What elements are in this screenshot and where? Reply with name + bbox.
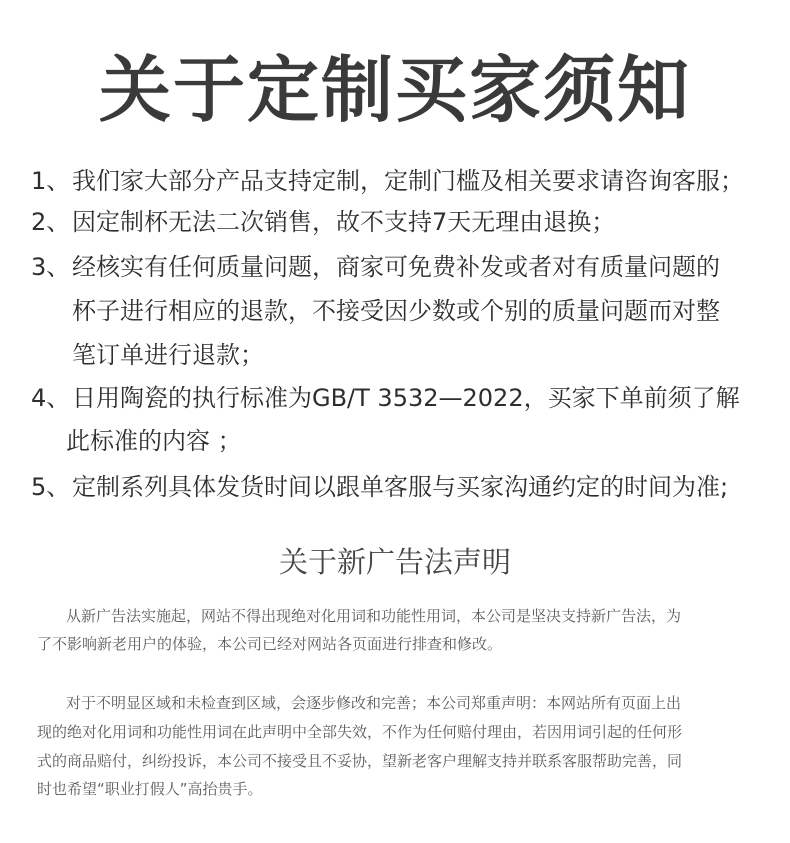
paragraph-line: 时也希望“职业打假人”高抬贵手。 xyxy=(37,780,263,798)
notice-item-text: 我们家大部分产品支持定制，定制门槛及相关要求请咨询客服； xyxy=(72,167,744,195)
notice-item-text: 笔订单进行退款； xyxy=(72,341,264,369)
notice-item-number: 5、 xyxy=(31,473,71,501)
notice-item-number: 3、 xyxy=(31,253,71,281)
ad-law-title: 关于新广告法声明 xyxy=(278,545,511,579)
notice-item-number: 1、 xyxy=(31,167,71,195)
notice-item-text: 杯子进行相应的退款，不接受因少数或个别的质量问题而对整 xyxy=(72,297,720,325)
notice-item-text: 日用陶瓷的执行标准为GB/T 3532—2022，买家下单前须了解 xyxy=(72,384,740,412)
notice-item-number: 2、 xyxy=(31,208,71,236)
paragraph-line: 对于不明显区域和未检查到区域，会逐步修改和完善；本公司郑重声明：本网站所有页面上出 xyxy=(66,694,682,712)
paragraph-line: 现的绝对化用词和功能性用词在此声明中全部失效，不作为任何赔付理由，若因用词引起的任何形 xyxy=(37,723,683,741)
page-title: 关于定制买家须知 xyxy=(98,48,691,132)
notice-item-number: 4、 xyxy=(31,384,71,412)
paragraph-line: 从新广告法实施起，网站不得出现绝对化用词和功能性用词，本公司是坚决支持新广告法，为 xyxy=(66,607,682,625)
notice-item-text: 定制系列具体发货时间以跟单客服与买家沟通约定的时间为准; xyxy=(72,473,729,501)
notice-item-text: 因定制杯无法二次销售，故不支持7天无理由退换； xyxy=(72,208,616,236)
notice-item-text: 经核实有任何质量问题，商家可免费补发或者对有质量问题的 xyxy=(72,253,720,281)
paragraph-line: 式的商品赔付，纠纷投诉，本公司不接受且不妥协，望新老客户理解支持并联系客服帮助完善，同 xyxy=(37,752,683,770)
notice-item-text: 此标准的内容 ； xyxy=(66,427,242,455)
paragraph-line: 了不影响新老用户的体验，本公司已经对网站各页面进行排查和修改。 xyxy=(37,635,503,653)
